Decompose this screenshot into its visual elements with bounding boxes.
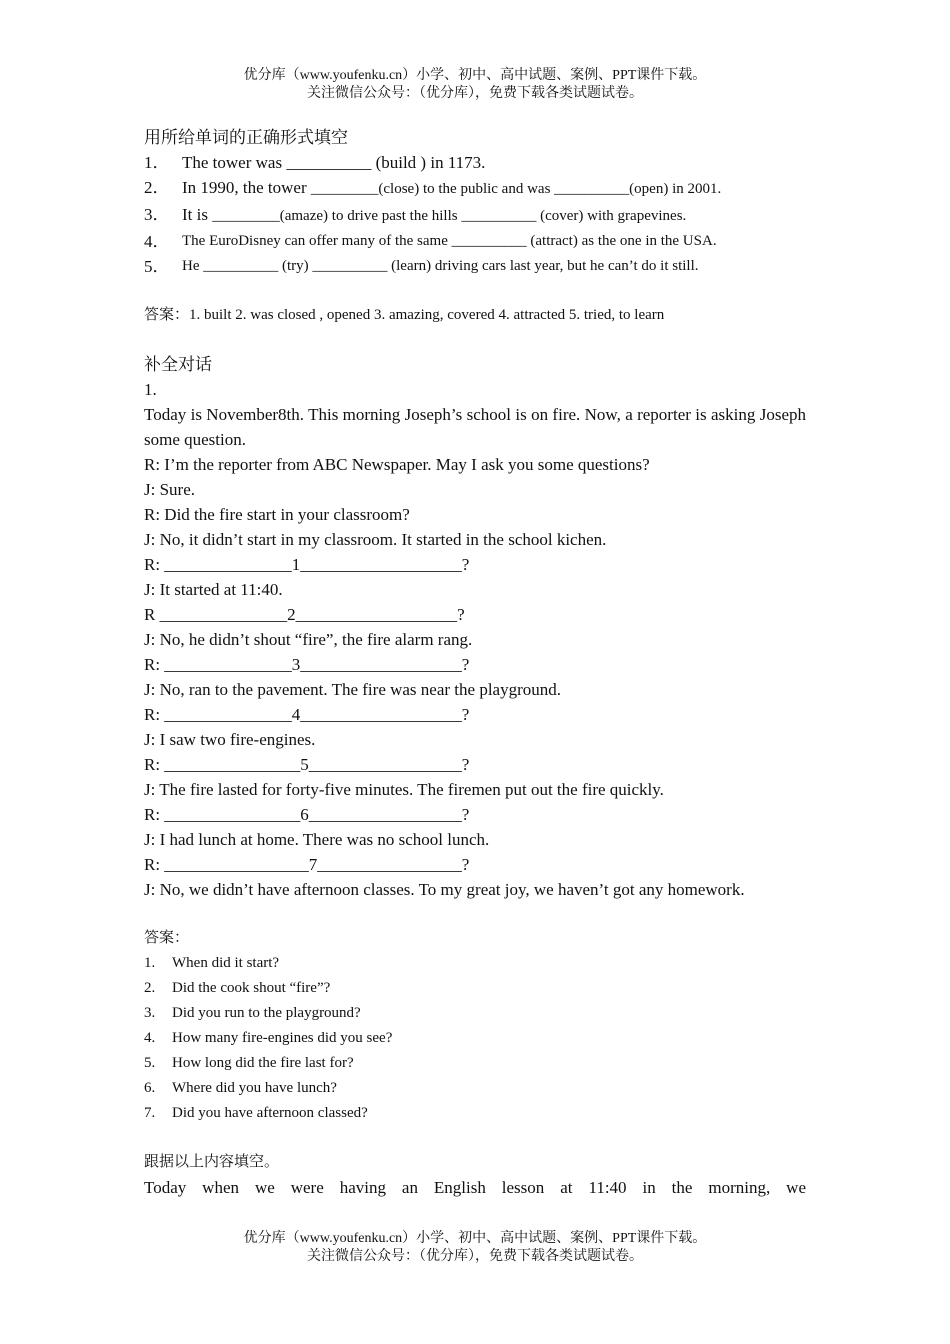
dialogue-blank-3: R: _______________3___________________?	[144, 655, 470, 674]
dialogue-blank-1: R: _______________1___________________?	[144, 555, 470, 574]
exercise-item-3	[144, 202, 806, 229]
answer-item	[144, 1076, 806, 1101]
answer-item	[144, 1051, 806, 1076]
dialogue-number: 1.	[144, 380, 157, 399]
dialogue-blank-4: R: _______________4___________________?	[144, 705, 470, 724]
answer-number: 2.	[144, 980, 156, 996]
answer-text: When did it start?	[172, 955, 280, 971]
answer-item	[144, 1026, 806, 1051]
answer-item	[144, 1001, 806, 1026]
item-text: The EuroDisney can offer many of the same __________ (attract) as the one in the USA.	[182, 233, 717, 249]
answer-number: 3.	[144, 1005, 156, 1021]
answer-item	[144, 951, 806, 976]
item-number: 1．	[144, 153, 170, 172]
section2-title: 补全对话	[144, 355, 212, 374]
page-footer	[0, 1230, 950, 1266]
dialogue-line: J: No, ran to the pavement. The fire was near the playground.	[144, 680, 561, 699]
dialogue-line: J: Sure.	[144, 480, 195, 499]
item-text-part-a: It is	[182, 205, 213, 224]
item-text	[182, 175, 721, 202]
header-line-2: 关注微信公众号：（优分库），免费下载各类试题试卷。	[307, 86, 643, 101]
dialogue-line: J: No, it didn’t start in my classroom. It started in the school kichen.	[144, 530, 607, 549]
section3-text: Today when we were having an English lesson at 11:40 in the morning, we	[144, 1178, 806, 1197]
answer-text: Where did you have lunch?	[172, 1080, 337, 1096]
exercise-item-2	[144, 175, 806, 202]
dialogue-closing: J: No, we didn’t have afternoon classes. To my great joy, we haven’t got any homework.	[144, 880, 745, 899]
item-text-part-b: _________(close) to the public and was __________(open) in 2001.	[310, 181, 722, 197]
item-number: 4．	[144, 232, 170, 251]
item-text	[182, 202, 686, 229]
answer-number: 6.	[144, 1080, 156, 1096]
answer-text: How long did the fire last for?	[172, 1055, 354, 1071]
footer-line-1: 优分库（www.youfenku.cn）小学、初中、高中试题、案例、PPT课件下载。	[243, 1231, 707, 1246]
dialogue-line: R: I’m the reporter from ABC Newspaper. May I ask you some questions?	[144, 455, 650, 474]
dialogue-blank-7: R: _________________7_________________?	[144, 855, 470, 874]
exercise-item-5	[144, 254, 806, 279]
footer-line-2: 关注微信公众号：（优分库），免费下载各类试题试卷。	[307, 1249, 643, 1264]
dialogue-line: J: I saw two fire-engines.	[144, 730, 316, 749]
answer-text: Did you run to the playground?	[172, 1005, 361, 1021]
item-number: 5．	[144, 257, 170, 276]
item-text-part-a: In 1990, the tower	[182, 178, 311, 197]
dialogue-line: J: No, he didn’t shout “fire”, the fire alarm rang.	[144, 630, 473, 649]
exercise-item-4	[144, 229, 806, 254]
dialogue-line: J: I had lunch at home. There was no school lunch.	[144, 830, 490, 849]
answer-number: 4.	[144, 1030, 156, 1046]
answer-number: 5.	[144, 1055, 156, 1071]
section2-answers	[144, 926, 806, 1126]
item-text-part-b: _________(amaze) to drive past the hills __________ (cover) with grapevines.	[212, 208, 687, 224]
answer-number: 1.	[144, 955, 156, 971]
header-line-1: 优分库（www.youfenku.cn）小学、初中、高中试题、案例、PPT课件下载。	[243, 68, 707, 83]
dialogue-blank-5: R: ________________5__________________?	[144, 755, 470, 774]
answer-label: 答案：	[144, 930, 190, 946]
dialogue-blank-6: R: ________________6__________________?	[144, 805, 470, 824]
answer-text: Did you have afternoon classed?	[172, 1105, 368, 1121]
answer-item	[144, 1101, 806, 1126]
dialogue-intro: Today is November8th. This morning Joseph’s school is on fire. Now, a reporter is asking Joseph some question.	[144, 405, 806, 449]
section1-title: 用所给单词的正确形式填空	[144, 128, 348, 147]
section1-answer: 答案：1. built 2. was closed , opened 3. amazing, covered 4. attracted 5. tried, to learn	[144, 307, 665, 323]
answer-text: Did the cook shout “fire”?	[172, 980, 331, 996]
page-header	[0, 67, 950, 103]
answer-number: 7.	[144, 1105, 156, 1121]
exercise-item-1	[144, 150, 806, 175]
answer-item	[144, 976, 806, 1001]
item-text: He __________ (try) __________ (learn) driving cars last year, but he can’t do it still.	[182, 258, 699, 274]
dialogue-line: J: It started at 11:40.	[144, 580, 283, 599]
section3-title: 跟据以上内容填空。	[144, 1154, 280, 1170]
item-text: The tower was __________ (build ) in 1173.	[182, 153, 486, 172]
dialogue-line: R: Did the fire start in your classroom?	[144, 505, 410, 524]
item-number: 2．	[144, 178, 170, 197]
document-body	[144, 125, 806, 1200]
item-number: 3．	[144, 205, 170, 224]
dialogue-line: J: The fire lasted for forty-five minutes. The firemen put out the fire quickly.	[144, 780, 664, 799]
dialogue-blank-2: R _______________2___________________?	[144, 605, 465, 624]
answer-text: How many fire-engines did you see?	[172, 1030, 393, 1046]
